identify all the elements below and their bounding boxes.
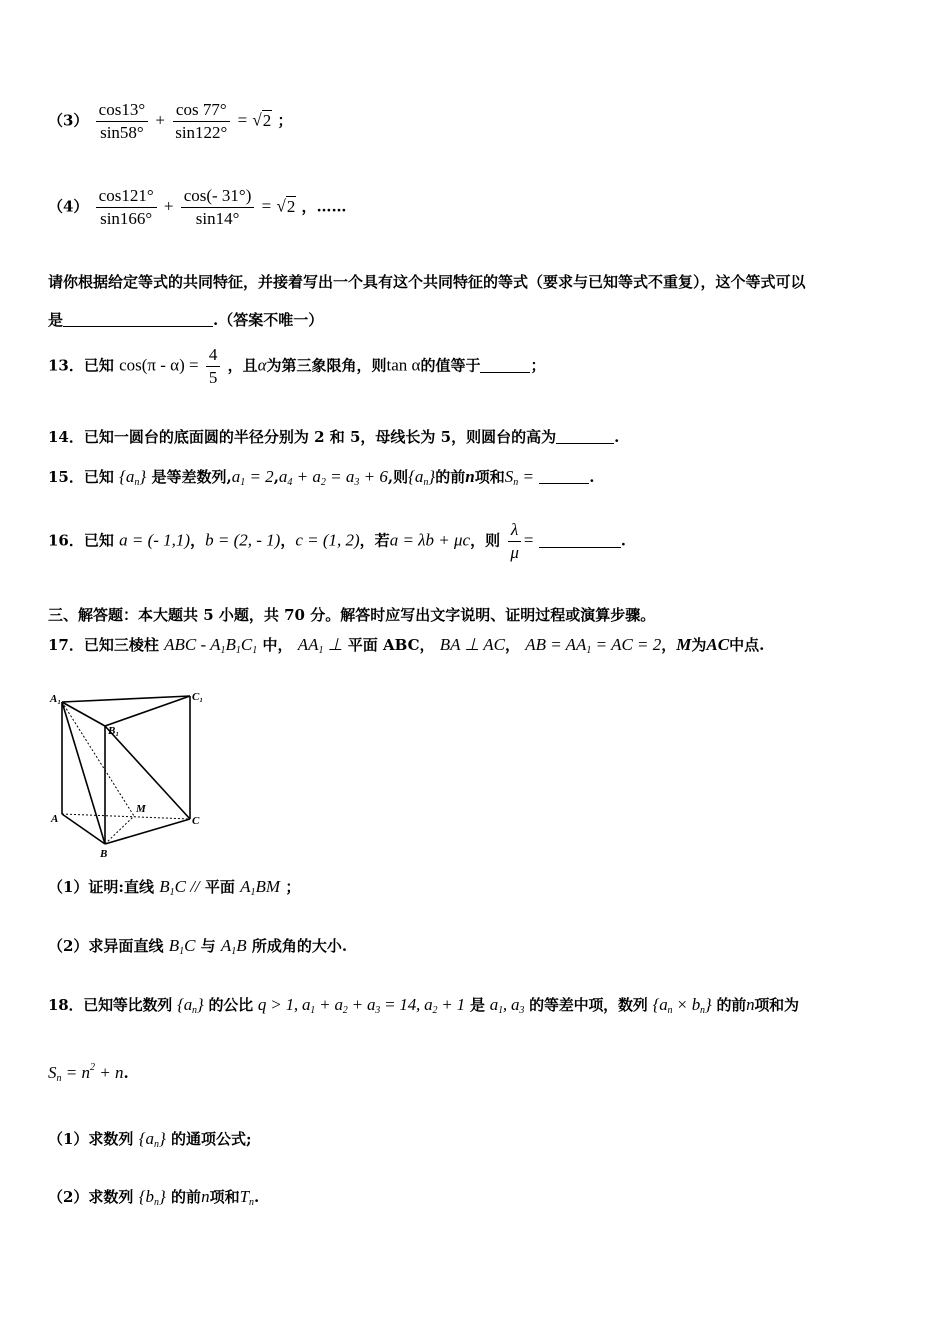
edge-b1-c1 — [105, 696, 190, 726]
instruction-line-2: 是 .（答案不唯一） — [48, 311, 324, 329]
question-15: 15．已知 $\{a_n\}$ 是等差数列$,a_1 = 2,a_4 + a_2 = a_3 + 6$,则$\{a_n\}$的前n项和$S_n$ = . — [48, 467, 595, 488]
question-14: 14．已知一圆台的底面圆的半径分别为 2 和 5，母线长为 5，则圆台的高为 . — [48, 428, 620, 446]
instruction-line-1: 请你根据给定等式的共同特征，并接着写出一个具有这个共同特征的等式（要求与已知等式不重复），这个等式可以 — [48, 273, 806, 291]
question-13: 13．已知 cos(π - α) = $\frac{4}{5}$ ，且α为第三象限角，则tan α的值等于 ； — [48, 345, 546, 387]
fraction: $\frac{\cos 121^\circ}{\sin 166^\circ}$ — [96, 186, 157, 229]
answer-blank[interactable] — [480, 372, 530, 373]
item-label: （4） — [48, 197, 89, 216]
fraction: $\frac{\cos(- 31^\circ)}{\sin 14^\circ}$ — [181, 186, 255, 229]
label-a1: A₁ — [50, 693, 62, 705]
edge-b1-c — [105, 726, 190, 819]
prism-figure — [48, 688, 208, 860]
q17-part-1: （1）证明:直线 $B_1C$ // 平面 $A_1BM$ ； — [48, 877, 301, 898]
question-18: 18．已知等比数列 $\{a_n\}$ 的公比 q > 1, $a_1 + a_2 + a_3 = 14$, $a_2 + 1$ 是 $a_1$, $a_3$ 的等差中项，数列 $\{a_n \times b_n\}$ 的前n项和为 — [48, 995, 799, 1016]
fraction: $\frac{\lambda}{\mu}$ — [507, 520, 522, 563]
sqrt: √2 — [252, 110, 272, 130]
question-16: 16．已知 a = (- 1,1)，b = (2, - 1)，c = (1, 2)，若a = λb + μc，则 $\frac{\lambda}{\mu}$ = . — [48, 520, 626, 562]
q18-part-1: （1）求数列 $\{a_n\}$ 的通项公式; — [48, 1129, 252, 1150]
q18-part-2: （2）求数列 $\{b_n\}$ 的前n项和$T_n$. — [48, 1187, 260, 1208]
q18-sum-formula: $S_n = n^2 + n$. — [48, 1062, 129, 1084]
item-label: （3） — [48, 111, 89, 130]
answer-blank[interactable] — [63, 326, 213, 327]
fraction: $\frac{4}{5}$ — [206, 345, 221, 388]
section-heading: 三、解答题：本大题共 5 小题，共 70 分。解答时应写出文字说明、证明过程或演算步骤。 — [48, 606, 656, 624]
answer-blank[interactable] — [539, 483, 589, 484]
label-c: C — [192, 815, 200, 827]
label-m: M — [136, 803, 146, 815]
label-c1: C₁ — [192, 691, 204, 703]
label-b: B — [100, 848, 108, 860]
edge-a-c — [62, 814, 190, 819]
q17-part-2: （2）求异面直线 $B_1C$ 与 $A_1B$ 所成角的大小. — [48, 936, 348, 957]
answer-blank[interactable] — [556, 443, 614, 444]
label-a: A — [51, 813, 59, 825]
question-17: 17．已知三棱柱 ABC - $A_1B_1C_1$ 中， $AA_1$ ⊥ 平面 ABC， BA ⊥ AC， AB = $AA_1$ = AC = 2，M为AC中点. — [48, 635, 765, 656]
edge-a-b — [62, 814, 105, 844]
sqrt: √2 — [276, 196, 296, 216]
edge-a1-c1 — [62, 696, 190, 702]
answer-blank[interactable] — [539, 547, 621, 548]
identity-4: （4） $\frac{\cos 121^\circ}{\sin 166^\circ}$ + $\frac{\cos(- 31^\circ)}{\sin 14^\circ}$ = √2 ，…… — [48, 186, 347, 228]
fraction: $\frac{\cos 13^\circ}{\sin 58^\circ}$ — [96, 100, 148, 143]
label-b1: B₁ — [108, 725, 120, 737]
fraction: $\frac{\cos 77^\circ}{\sin 122^\circ}$ — [172, 100, 230, 143]
identity-3: （3） $\frac{\cos 13^\circ}{\sin 58^\circ}$ + $\frac{\cos 77^\circ}{\sin 122^\circ}$ = √2 ； — [48, 100, 293, 142]
